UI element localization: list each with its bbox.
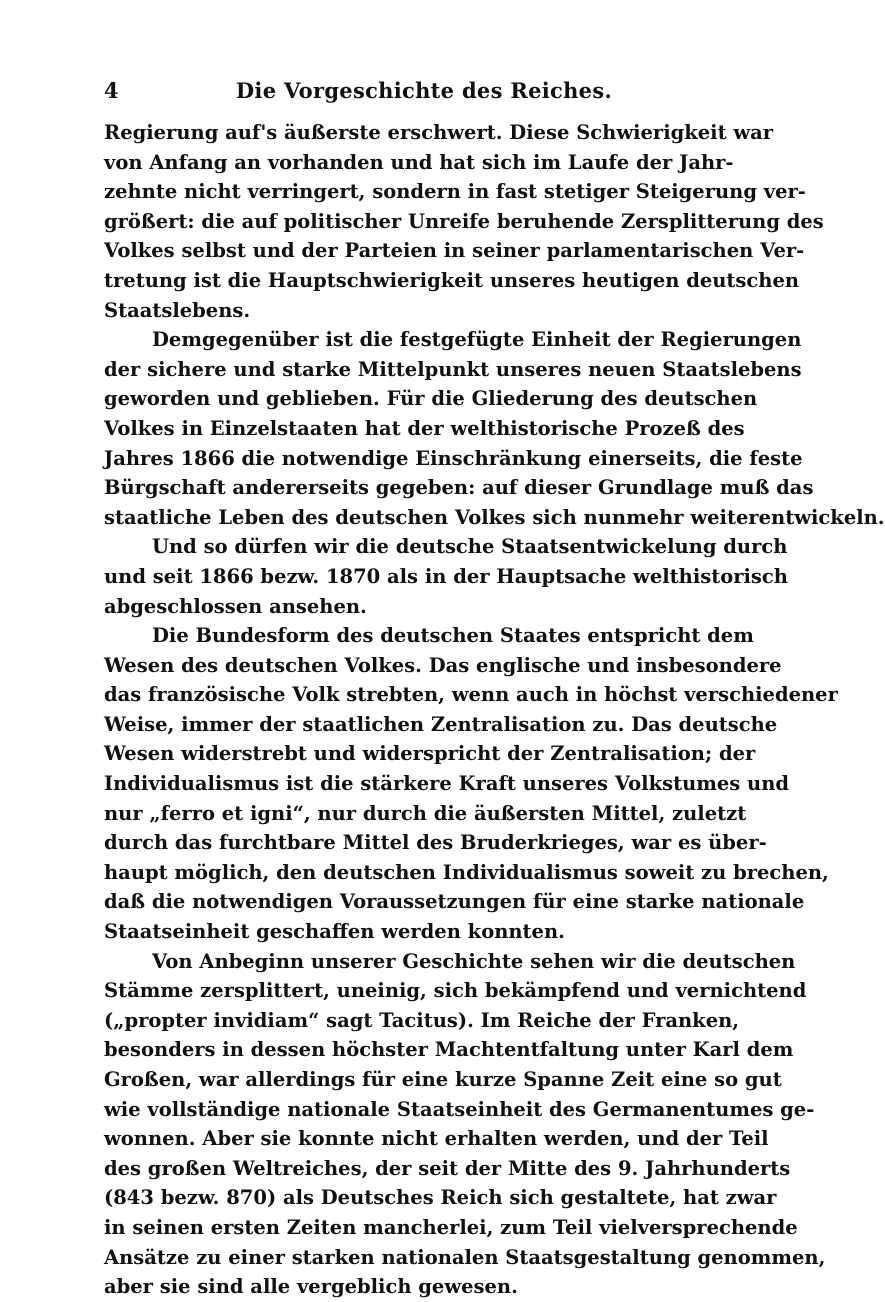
text-line: Volkes selbst und der Parteien in seiner parlamentarischen Ver-	[104, 239, 805, 263]
text-line: durch das furchtbare Mittel des Bruderkrieges, war es über-	[104, 831, 767, 855]
text-line: haupt möglich, den deutschen Individualismus soweit zu brechen,	[104, 860, 829, 884]
text-line: der sichere und starke Mittelpunkt unseres neuen Staatslebens	[104, 357, 802, 381]
text-line: abgeschlossen ansehen.	[104, 594, 367, 618]
text-line: Jahres 1866 die notwendige Einschränkung einerseits, die feste	[104, 446, 803, 470]
text-line: das französische Volk strebten, wenn auch in höchst verschiedener	[104, 683, 838, 707]
text-line: zehnte nicht verringert, sondern in fast stetiger Steigerung ver-	[104, 180, 806, 204]
running-title: Die Vorgeschichte des Reiches.	[235, 78, 613, 103]
text-line: Großen, war allerdings für eine kurze Spanne Zeit eine so gut	[104, 1068, 782, 1091]
text-line: nur „ferro et igni“, nur durch die äußersten Mittel, zuletzt	[104, 801, 747, 825]
text-line: Wesen widerstrebt und widerspricht der Zentralisation; der	[104, 742, 756, 766]
text-line: („propter invidiam“ sagt Tacitus). Im Reiche der Franken,	[104, 1008, 740, 1032]
text-line: wonnen. Aber sie konnte nicht erhalten werden, und der Teil	[104, 1127, 769, 1151]
text-line: größert: die auf politischer Unreife beruhende Zersplitterung des	[104, 209, 824, 233]
text-line: Staatseinheit geschaffen werden konnten.	[104, 920, 565, 944]
body-text	[104, 118, 885, 1302]
text-line: aber sie sind alle vergeblich gewesen.	[104, 1275, 518, 1299]
text-line: Volkes in Einzelstaaten hat der welthistorische Prozeß des	[104, 416, 745, 440]
text-line: Individualismus ist die stärkere Kraft unseres Volkstumes und	[104, 772, 790, 796]
text-line: Wesen des deutschen Volkes. Das englische und insbesondere	[104, 653, 782, 677]
page-header	[104, 78, 714, 108]
text-line: wie vollständige nationale Staatseinheit des Germanentumes ge-	[104, 1097, 815, 1121]
text-line: (843 bezw. 870) als Deutsches Reich sich gestaltete, hat zwar	[104, 1186, 777, 1210]
text-line: Staatslebens.	[104, 298, 251, 322]
text-line: Bürgschaft andererseits gegeben: auf dieser Grundlage muß das	[104, 476, 814, 500]
text-line: Ansätze zu einer starken nationalen Staatsgestaltung genommen,	[104, 1245, 826, 1269]
text-line: Regierung auf's äußerste erschwert. Diese Schwierigkeit war	[104, 121, 774, 144]
text-line: von Anfang an vorhanden und hat sich im Laufe der Jahr-	[104, 150, 734, 174]
text-line: staatliche Leben des deutschen Volkes sich nunmehr weiterentwickeln.	[104, 505, 885, 529]
text-line: daß die notwendigen Voraussetzungen für eine starke nationale	[104, 890, 805, 914]
text-line: Die Bundesform des deutschen Staates entspricht dem	[152, 624, 754, 648]
text-line: Weise, immer der staatlichen Zentralisation zu. Das deutsche	[104, 712, 778, 736]
text-line: des großen Weltreiches, der seit der Mitte des 9. Jahrhunderts	[104, 1156, 791, 1180]
text-line: Und so dürfen wir die deutsche Staatsentwickelung durch	[152, 535, 788, 559]
text-line: in seinen ersten Zeiten mancherlei, zum Teil vielversprechende	[104, 1215, 798, 1239]
text-line: Von Anbeginn unserer Geschichte sehen wir die deutschen	[152, 949, 796, 973]
text-line: Demgegenüber ist die festgefügte Einheit der Regierungen	[152, 328, 802, 352]
text-line: tretung ist die Hauptschwierigkeit unseres heutigen deutschen	[104, 268, 800, 292]
text-line: Stämme zersplittert, uneinig, sich bekämpfend und vernichtend	[104, 979, 807, 1003]
text-line: geworden und geblieben. Für die Gliederung des deutschen	[104, 387, 758, 411]
text-line: besonders in dessen höchster Machtentfaltung unter Karl dem	[104, 1038, 794, 1062]
text-line: und seit 1866 bezw. 1870 als in der Hauptsache welthistorisch	[104, 564, 788, 588]
page-number: 4	[104, 78, 119, 103]
